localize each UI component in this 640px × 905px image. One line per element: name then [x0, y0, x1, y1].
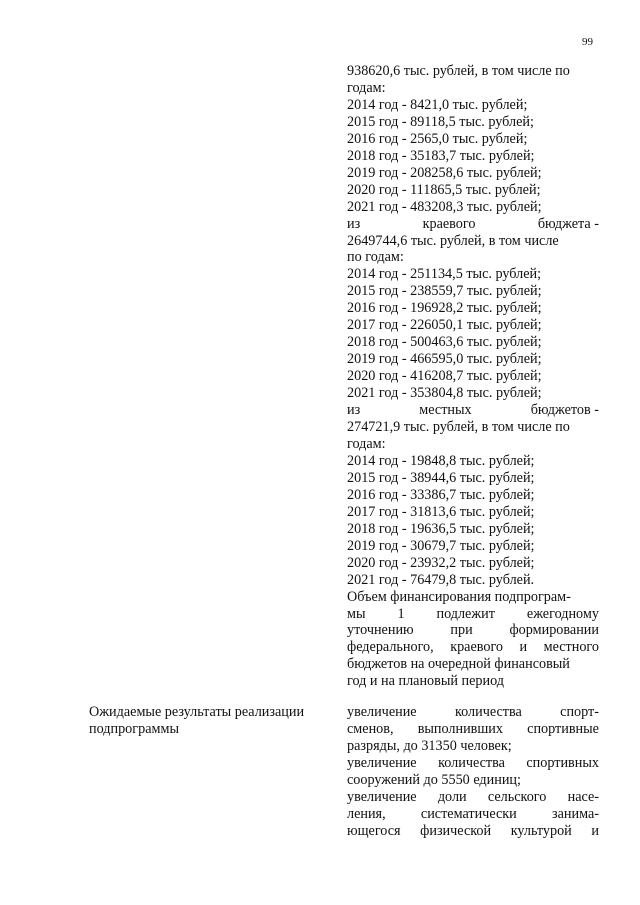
- year-line: 2017 год - 31813,6 тыс. рублей;: [347, 503, 535, 520]
- year-line: 2018 год - 19636,5 тыс. рублей;: [347, 520, 535, 537]
- word: федерального,: [347, 639, 434, 656]
- word: местного: [543, 639, 599, 656]
- justified-line: [347, 806, 599, 823]
- local-intro: [347, 402, 599, 453]
- word: сельского: [487, 788, 547, 805]
- justified-line: [347, 622, 599, 639]
- justified-line: [347, 639, 599, 656]
- year-line: 2019 год - 30679,7 тыс. рублей;: [347, 537, 535, 554]
- year-line: 2016 год - 33386,7 тыс. рублей;: [347, 486, 535, 503]
- financing-note: [347, 589, 599, 691]
- federal-years-list: [347, 97, 599, 216]
- year-line: 2020 год - 416208,7 тыс. рублей;: [347, 368, 542, 385]
- label-line: подпрограммы: [89, 721, 179, 737]
- text-line: 938620,6 тыс. рублей, в том числе по: [347, 63, 570, 79]
- expected-results-label: [89, 704, 329, 738]
- word: спорт-: [560, 704, 599, 720]
- year-line: 2019 год - 208258,6 тыс. рублей;: [347, 164, 542, 181]
- financing-text: [347, 63, 599, 690]
- text-line: разряды, до 31350 человек;: [347, 737, 512, 754]
- justified-line: [347, 704, 599, 721]
- word: и: [591, 822, 599, 839]
- year-line: 2014 год - 251134,5 тыс. рублей;: [347, 266, 542, 283]
- text-line: годам:: [347, 79, 386, 96]
- word: увеличение: [347, 704, 417, 720]
- year-line: 2017 год - 226050,1 тыс. рублей;: [347, 317, 542, 334]
- text-line: годам:: [347, 435, 386, 452]
- word: мы: [347, 605, 366, 622]
- word: местных: [419, 402, 472, 419]
- year-line: 2016 год - 2565,0 тыс. рублей;: [347, 130, 528, 147]
- word: краевого: [422, 215, 476, 232]
- text-line: Объем финансирования подпрограм-: [347, 588, 571, 605]
- local-years-list: [347, 453, 599, 589]
- word: ющегося: [347, 822, 401, 839]
- justified-line: [347, 721, 599, 738]
- regional-years-list: [347, 266, 599, 402]
- word: количества: [438, 754, 505, 771]
- federal-total: [347, 63, 599, 97]
- word: занима-: [552, 805, 599, 822]
- word: 1: [397, 605, 405, 622]
- word: насе-: [567, 788, 599, 805]
- word: подлежит: [436, 605, 495, 622]
- justified-line: [347, 789, 599, 806]
- year-line: 2020 год - 111865,5 тыс. рублей;: [347, 181, 541, 198]
- word: спортивные: [527, 720, 599, 737]
- expected-results-text: [347, 704, 599, 840]
- justified-line: [347, 755, 599, 772]
- label-line: Ожидаемые результаты реализации: [89, 704, 305, 720]
- year-line: 2014 год - 8421,0 тыс. рублей;: [347, 96, 528, 113]
- word: физической: [420, 822, 492, 839]
- text-line: сооружений до 5550 единиц;: [347, 771, 521, 788]
- year-line: 2020 год - 23932,2 тыс. рублей;: [347, 554, 535, 571]
- page-number: 99: [582, 36, 593, 48]
- year-line: 2015 год - 238559,7 тыс. рублей;: [347, 283, 542, 300]
- justified-line: [347, 823, 599, 840]
- year-line: 2016 год - 196928,2 тыс. рублей;: [347, 300, 542, 317]
- word: краевого: [450, 639, 504, 656]
- word: ежегодному: [526, 605, 599, 622]
- word: уточнению: [347, 622, 414, 639]
- word: доли: [437, 788, 467, 805]
- text-line: бюджетов на очередной финансовый: [347, 656, 570, 673]
- year-line: 2019 год - 466595,0 тыс. рублей;: [347, 351, 542, 368]
- year-line: 2021 год - 353804,8 тыс. рублей;: [347, 385, 542, 402]
- word: из: [347, 402, 361, 419]
- word: формировании: [509, 622, 599, 639]
- word: бюджета -: [537, 215, 599, 232]
- word: спортивных: [526, 754, 599, 771]
- text-line: по годам:: [347, 249, 404, 266]
- word: увеличение: [347, 754, 417, 771]
- word: выполнивших: [417, 720, 503, 737]
- justified-line: [347, 606, 599, 623]
- year-line: 2021 год - 76479,8 тыс. рублей.: [347, 571, 535, 588]
- justified-line: [347, 216, 599, 233]
- word: при: [450, 622, 473, 639]
- word: ления,: [347, 805, 386, 822]
- word: систематически: [420, 805, 517, 822]
- text-line: год и на плановый период: [347, 673, 504, 690]
- word: и: [519, 639, 528, 656]
- word: культурой: [510, 822, 572, 839]
- word: бюджетов -: [530, 402, 599, 419]
- year-line: 2015 год - 38944,6 тыс. рублей;: [347, 469, 535, 486]
- regional-intro: [347, 216, 599, 267]
- year-line: 2014 год - 19848,8 тыс. рублей;: [347, 452, 535, 469]
- word: количества: [454, 704, 522, 720]
- word: сменов,: [347, 720, 394, 737]
- word: увеличение: [347, 788, 417, 805]
- word: из: [347, 215, 361, 232]
- justified-line: [347, 402, 599, 419]
- text-line: 2649744,6 тыс. рублей, в том числе: [347, 232, 559, 249]
- year-line: 2015 год - 89118,5 тыс. рублей;: [347, 113, 534, 130]
- year-line: 2018 год - 500463,6 тыс. рублей;: [347, 334, 542, 351]
- year-line: 2018 год - 35183,7 тыс. рублей;: [347, 147, 535, 164]
- year-line: 2021 год - 483208,3 тыс. рублей;: [347, 198, 542, 215]
- text-line: 274721,9 тыс. рублей, в том числе по: [347, 419, 570, 436]
